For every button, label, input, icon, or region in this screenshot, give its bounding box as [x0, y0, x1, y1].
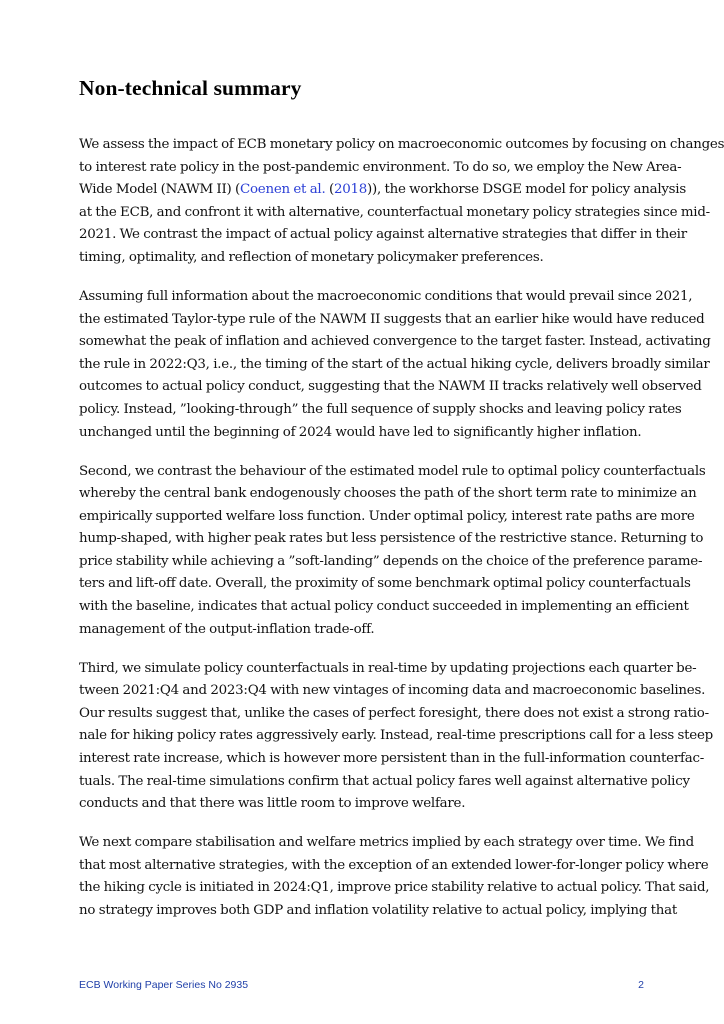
- citation-author-link[interactable]: Coenen et al.: [239, 182, 326, 198]
- paragraph-3: [79, 461, 706, 642]
- text-line: somewhat the peak of inflation and achieved convergence to the target faster. Instead, activating: [79, 334, 711, 350]
- text-line: ters and lift-off date. Overall, the proximity of some benchmark optimal policy counterfactuals: [79, 576, 691, 592]
- text-line: the rule in 2022:Q3, i.e., the timing of the start of the actual hiking cycle, delivers broadly similar: [79, 356, 710, 372]
- text-line: management of the output-inflation trade-off.: [79, 621, 375, 637]
- paragraph-1: [79, 134, 724, 270]
- text-line: Our results suggest that, unlike the cases of perfect foresight, there does not exist a strong ratio-: [79, 705, 709, 721]
- text-line: with the baseline, indicates that actual policy conduct succeeded in implementing an efficient: [79, 599, 689, 615]
- text-fragment: Wide Model (NAWM II) (: [79, 182, 240, 198]
- text-line: at the ECB, and confront it with alternative, counterfactual monetary policy strategies since mid-: [79, 204, 710, 220]
- text-line: tuals. The real-time simulations confirm that actual policy fares well against alternative policy: [79, 773, 690, 789]
- text-line: empirically supported welfare loss function. Under optimal policy, interest rate paths are more: [79, 508, 695, 524]
- text-line: policy. Instead, ”looking-through” the full sequence of supply shocks and leaving policy rates: [79, 401, 682, 417]
- text-line: [79, 179, 686, 202]
- page-title: Non-technical summary: [79, 76, 302, 100]
- text-line: We next compare stabilisation and welfare metrics implied by each strategy over time. We find: [79, 835, 694, 851]
- text-line: We assess the impact of ECB monetary policy on macroeconomic outcomes by focusing on changes: [79, 137, 724, 152]
- text-line: 2021. We contrast the impact of actual policy against alternative strategies that differ in their: [79, 227, 687, 243]
- text-line: outcomes to actual policy conduct, suggesting that the NAWM II tracks relatively well observed: [79, 379, 702, 395]
- text-line: to interest rate policy in the post-pandemic environment. To do so, we employ the New Area-: [79, 159, 682, 175]
- summary-body: [79, 134, 724, 939]
- text-fragment: )), the workhorse DSGE model for policy analysis: [367, 182, 686, 198]
- text-line: conducts and that there was little room to improve welfare.: [79, 796, 466, 812]
- text-fragment: (: [325, 182, 334, 198]
- text-line: timing, optimality, and reflection of monetary policymaker preferences.: [79, 249, 544, 265]
- paragraph-5: [79, 832, 710, 922]
- text-line: that most alternative strategies, with the exception of an extended lower-for-longer policy where: [79, 857, 709, 873]
- text-line: no strategy improves both GDP and inflation volatility relative to actual policy, implying that: [79, 902, 677, 918]
- text-line: price stability while achieving a ”soft-landing” depends on the choice of the preference parame-: [79, 553, 703, 569]
- text-line: Second, we contrast the behaviour of the estimated model rule to optimal policy counterfactuals: [79, 463, 706, 479]
- text-line: hump-shaped, with higher peak rates but less persistence of the restrictive stance. Returning to: [79, 531, 704, 547]
- text-line: the estimated Taylor-type rule of the NAWM II suggests that an earlier hike would have reduced: [79, 311, 705, 327]
- text-line: nale for hiking policy rates aggressively early. Instead, real-time prescriptions call for a less steep: [79, 728, 713, 744]
- citation-year-link[interactable]: 2018: [333, 182, 368, 198]
- text-line: whereby the central bank endogenously chooses the path of the short term rate to minimize an: [79, 486, 697, 502]
- paragraph-2: [79, 286, 711, 444]
- paragraph-4: [79, 658, 713, 816]
- text-line: unchanged until the beginning of 2024 would have led to significantly higher inflation.: [79, 424, 642, 440]
- text-line: tween 2021:Q4 and 2023:Q4 with new vintages of incoming data and macroeconomic baselines.: [79, 683, 706, 699]
- text-line: Third, we simulate policy counterfactuals in real-time by updating projections each quarter be-: [79, 660, 697, 676]
- text-line: interest rate increase, which is however more persistent than in the full-information counterfac-: [79, 751, 704, 767]
- footer-series-label: ECB Working Paper Series No 2935: [79, 979, 249, 991]
- footer-page-number: 2: [638, 979, 644, 991]
- text-line: the hiking cycle is initiated in 2024:Q1, improve price stability relative to actual policy. That said,: [79, 880, 710, 896]
- text-line: Assuming full information about the macroeconomic conditions that would prevail since 2021,: [79, 288, 693, 304]
